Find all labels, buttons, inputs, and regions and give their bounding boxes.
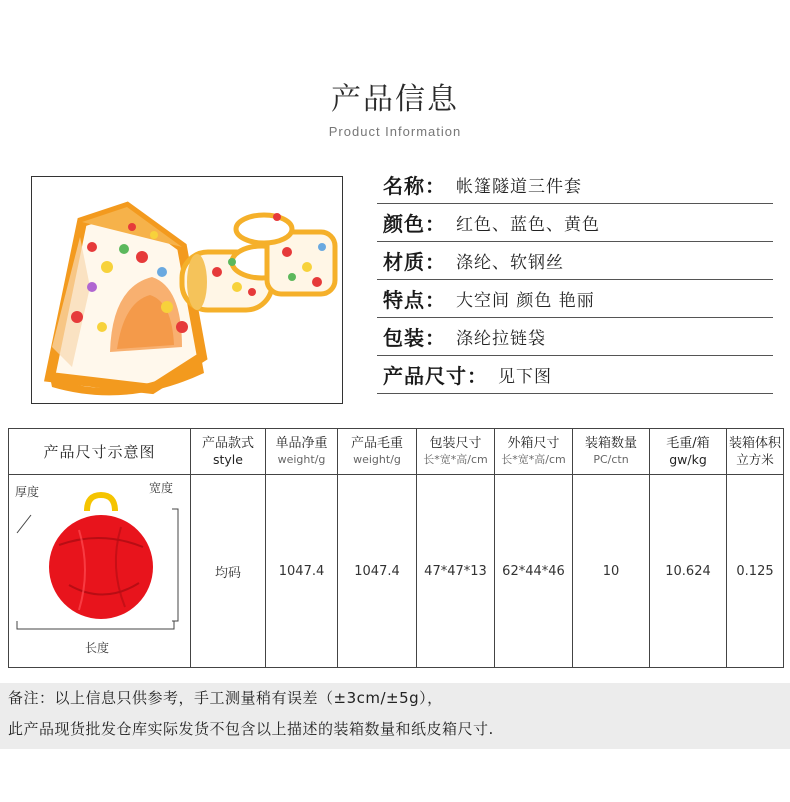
info-value: 红色、蓝色、黄色: [456, 215, 600, 235]
info-value: 帐篷隧道三件套: [456, 177, 582, 197]
cell-style: 均码: [191, 475, 266, 668]
info-key: 包装：: [383, 326, 446, 350]
page-title: 产品信息: [331, 82, 459, 117]
info-row-packaging: [377, 318, 773, 356]
cell-carton-volume: 0.125: [727, 475, 784, 668]
size-diagram: [9, 475, 190, 667]
cell-gross-weight: 1047.4: [338, 475, 417, 668]
header-net-weight: 单品净重 weight/g: [266, 429, 338, 475]
cell-net-weight: 1047.4: [266, 475, 338, 668]
cell-qty-per-carton: 10: [573, 475, 650, 668]
size-diagram-cell: [9, 475, 191, 668]
width-label: 宽度: [149, 481, 174, 495]
header-diagram: 产品尺寸示意图: [9, 429, 191, 475]
info-row-size: [377, 356, 773, 394]
header-style: 产品款式 style: [191, 429, 266, 475]
cell-gw-per-carton: 10.624: [650, 475, 727, 668]
info-row-name: [377, 166, 773, 204]
note-line-2: 此产品现货批发仓库实际发货不包含以上描述的装箱数量和纸皮箱尺寸.: [8, 720, 494, 738]
note-box: [0, 683, 790, 749]
thickness-label: 厚度: [15, 485, 40, 499]
table-row: [9, 475, 784, 668]
spec-table: [8, 428, 784, 668]
header-package-size: 包装尺寸 长*宽*高/cm: [417, 429, 495, 475]
header-carton-size: 外箱尺寸 长*宽*高/cm: [495, 429, 573, 475]
product-photo: [31, 176, 343, 404]
info-row-material: [377, 242, 773, 280]
info-row-color: [377, 204, 773, 242]
page-subtitle: Product Information: [328, 124, 462, 139]
note-line-1: 备注：以上信息只供参考，手工测量稍有误差（±3cm/±5g），: [8, 689, 443, 707]
info-row-feature: [377, 280, 773, 318]
header-gross-weight: 产品毛重 weight/g: [338, 429, 417, 475]
tent-tunnel-set-photo: [32, 177, 342, 403]
header: [0, 74, 790, 139]
info-value: 涤纶拉链袋: [456, 329, 546, 349]
info-key: 产品尺寸：: [383, 364, 488, 388]
header-carton-volume: 装箱体积 立方米: [727, 429, 784, 475]
header-qty-per-carton: 装箱数量 PC/ctn: [573, 429, 650, 475]
info-key: 材质：: [383, 250, 446, 274]
table-header-row: [9, 429, 784, 475]
info-value: 见下图: [498, 367, 552, 387]
cell-package-size: 47*47*13: [417, 475, 495, 668]
info-key: 颜色：: [383, 212, 446, 236]
red-bag-icon: [9, 475, 191, 667]
length-label: 长度: [85, 641, 110, 655]
product-info-list: [377, 166, 773, 394]
info-key: 名称：: [383, 174, 446, 198]
info-value: 涤纶、软钢丝: [456, 253, 564, 273]
cell-carton-size: 62*44*46: [495, 475, 573, 668]
info-key: 特点：: [383, 288, 446, 312]
header-gw-per-carton: 毛重/箱 gw/kg: [650, 429, 727, 475]
info-value: 大空间 颜色 艳丽: [456, 291, 595, 311]
